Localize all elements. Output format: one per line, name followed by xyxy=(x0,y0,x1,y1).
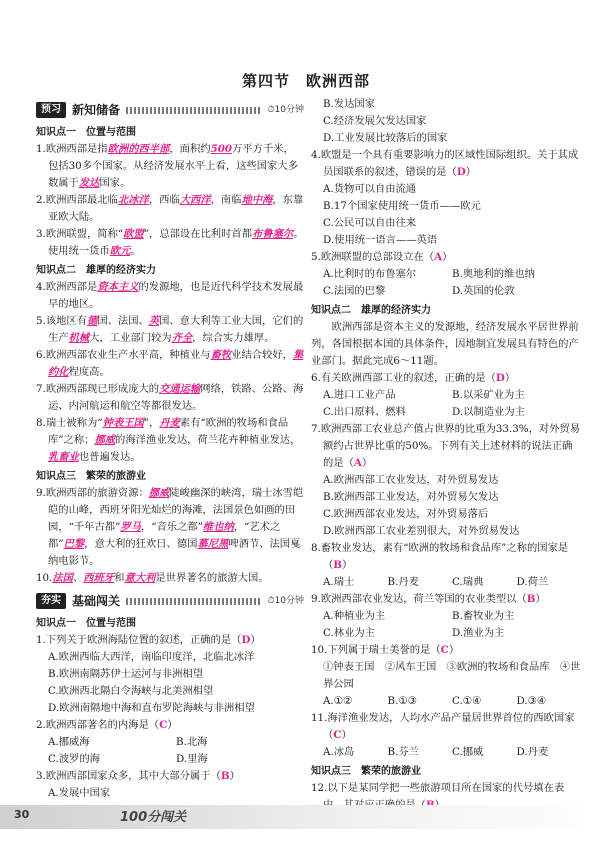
fill-question: 3.欧洲联盟，简称“欧盟”，总部设在比利时首都布鲁塞尔。使用统一货币欧元。 xyxy=(36,228,304,257)
mc-option: A.货物可以自由流通 xyxy=(323,183,417,195)
fill-question: 6.欧洲西部农业生产水平高，种植业与畜牧业结合较好，集约化程度高。 xyxy=(36,349,304,378)
mc-option: A.发展中国家 xyxy=(48,787,111,799)
mc-question: 11.海洋渔业发达，人均水产品产量居世界首位的西欧国家（C） xyxy=(311,712,575,741)
mc-option: A.欧洲西临大西洋，南临印度洋，北临北冰洋 xyxy=(48,651,255,663)
mc-question: 6.有关欧洲西部工业的叙述，正确的是（D） xyxy=(311,372,516,384)
mc-question: 1.下列关于欧洲海陆位置的叙述，正确的是（D） xyxy=(36,634,261,646)
mc-option: D.工业发展比较落后的国家 xyxy=(323,132,448,144)
fill-question: 4.欧洲西部是资本主义的发源地，也是近代科学技术发展最早的地区。 xyxy=(36,281,304,310)
page-number: 30 xyxy=(14,808,30,821)
banner-time: 10分钟 xyxy=(274,104,304,115)
section-banner-practice xyxy=(36,591,304,611)
banner-stripe xyxy=(126,107,262,114)
banner-title: 新知储备 xyxy=(72,102,121,117)
mc-question: 12.以下是某同学把一些旅游项目所在国家的代号填在表 xyxy=(311,782,565,794)
clock-icon: ⏱ xyxy=(267,104,275,115)
mc-question: 4.欧盟是一个具有重要影响力的区域性国际组织。关于其成员国联系的叙述，错误的是（D） xyxy=(311,149,579,178)
statement-list: ①钟表王国 ②风车王国 ③欧洲的牧场和食品库 ④世界公园 xyxy=(323,661,581,690)
mc-options: A.种植业为主 B.畜牧业为主 xyxy=(323,610,515,622)
knowledge-point-heading: 知识点二 雄厚的经济实力 xyxy=(36,265,156,276)
mc-question: 8.畜牧业发达，素有“欧洲的牧场和食品库”之称的国家是（B） xyxy=(311,542,569,571)
mc-options: C.法国的巴黎 D.英国的伦敦 xyxy=(323,285,515,297)
mc-option: B.发达国家 xyxy=(323,98,376,110)
fill-question: 1.欧洲西部是指欧洲的西半部，面积约500万平方千米，包括30多个国家。从经济发展水平上看，这些国家大多数属于发达国家。 xyxy=(36,143,298,189)
mc-option: C.欧洲西北隔白令海峡与北美洲相望 xyxy=(48,685,214,697)
mc-question: 10.下列属于瑞士美誉的是（C） xyxy=(311,644,460,656)
fill-question: 8.瑞士被称为“钟表王国”，丹麦素有“欧洲的牧场和食品库”之称；挪威的海洋渔业发达，荷兰花卉种植业发达，乳畜业也普遍发达。 xyxy=(36,417,301,463)
mc-option: B.欧洲西部工业发达，对外贸易欠发达 xyxy=(323,491,499,503)
mc-options: C.林业为主 D.渔业为主 xyxy=(323,627,505,639)
page-title: 第四节 欧洲西部 xyxy=(241,72,370,90)
mc-question: 5.欧洲联盟的总部设立在（A） xyxy=(311,251,453,263)
banner-title: 基础闯关 xyxy=(72,593,121,608)
mc-option: B.17个国家使用统一货币——欧元 xyxy=(323,200,481,212)
reading-passage: 欧洲西部是资本主义的发源地，经济发展水平居世界前列，各国根据本国的具体条件，因地制宜发展具有特色的产业部门。据此完成6～11题。 xyxy=(311,321,579,367)
knowledge-point-heading: 知识点二 雄厚的经济实力 xyxy=(311,305,431,316)
mc-option: C.公民可以自由往来 xyxy=(323,217,417,229)
mc-option: D.欧洲南隔地中海和直布罗陀海峡与非洲相望 xyxy=(48,702,255,714)
clock-icon: ⏱ xyxy=(267,595,275,606)
knowledge-point-heading: 知识点一 位置与范围 xyxy=(36,127,136,138)
mc-options: A.冰岛 B.芬兰 C.挪威 D.丹麦 xyxy=(323,746,549,758)
knowledge-point-heading: 知识点三 繁荣的旅游业 xyxy=(311,766,421,777)
mc-options: A.挪威海 B.北海 xyxy=(48,736,208,748)
fill-question: 9.欧洲西部的旅游资源：挪威陡峻幽深的峡湾，瑞士冰雪皑皑的山峰，西班牙阳光灿烂的海滩，法国景色如画的田园，“千年古都”罗马，“音乐之都”维也纳，“艺术之都”巴黎，意大利的狂欢日、德国慕尼黑啤酒节、法国戛纳电影节。 xyxy=(36,487,304,567)
mc-options: A.瑞士 B.丹麦 C.瑞典 D.荷兰 xyxy=(323,576,549,588)
right-column xyxy=(311,96,581,814)
mc-option: C.经济发展欠发达国家 xyxy=(323,115,427,127)
mc-question: 7.欧洲西部工农业总产值占世界的比重为33.3%，对外贸易额约占世界比重的50%。下列有关上述材料的说法正确的是（A） xyxy=(311,423,581,469)
banner-badge: 夯实 xyxy=(36,593,66,609)
fill-question: 2.欧洲西部最北临北冰洋，西临大西洋，南临地中海，东靠亚欧大陆。 xyxy=(36,194,304,223)
section-banner-preview xyxy=(36,100,304,120)
banner-stripe xyxy=(126,598,262,605)
knowledge-point-heading: 知识点三 繁荣的旅游业 xyxy=(36,471,146,482)
mc-option: D.欧洲西部工农业差别很大，对外贸易发达 xyxy=(323,525,520,537)
fill-question: 10.法国、西班牙和意大利是世界著名的旅游大国。 xyxy=(36,572,269,584)
brand-logo: 100分闯关 xyxy=(120,810,187,825)
banner-time: 10分钟 xyxy=(274,595,304,606)
mc-option: B.欧洲南隔苏伊士运河与非洲相望 xyxy=(48,668,203,680)
mc-options: C.波罗的海 D.里海 xyxy=(48,753,208,765)
banner-badge: 预习 xyxy=(36,102,66,118)
fill-question: 7.欧洲西部现已形成庞大的交通运输网络，铁路、公路、海运、内河航运和航空等都很发达。 xyxy=(36,383,304,412)
knowledge-point-heading: 知识点一 位置与范围 xyxy=(36,618,136,629)
mc-options: A.①② B.①③ C.①④ D.③④ xyxy=(323,695,547,707)
mc-option: A.欧洲西部工农业发达，对外贸易发达 xyxy=(323,474,499,486)
fill-question: 5.该地区有德国、法国、英国、意大利等工业大国，它们的生产机械大，工业部门较为齐全，综合实力雄厚。 xyxy=(36,315,304,344)
mc-option: D.使用统一语言——英语 xyxy=(323,234,438,246)
mc-question: 2.欧洲西部著名的内海是（C） xyxy=(36,719,178,731)
mc-options: A.进口工业产品 B.以采矿业为主 xyxy=(323,389,525,401)
mc-option: C.欧洲西部农业发达，对外贸易落后 xyxy=(323,508,489,520)
mc-options: C.出口原料、燃料 D.以制造业为主 xyxy=(323,406,525,418)
mc-question: 3.欧洲西部国家众多，其中大部分属于（B） xyxy=(36,770,240,782)
footer-bar xyxy=(0,805,612,829)
mc-options: A.比利时的布鲁塞尔 B.奥地利的维也纳 xyxy=(323,268,535,280)
left-column xyxy=(36,96,304,802)
mc-question: 9.欧洲西部农业发达，荷兰等国的农业类型以（B） xyxy=(311,593,546,605)
